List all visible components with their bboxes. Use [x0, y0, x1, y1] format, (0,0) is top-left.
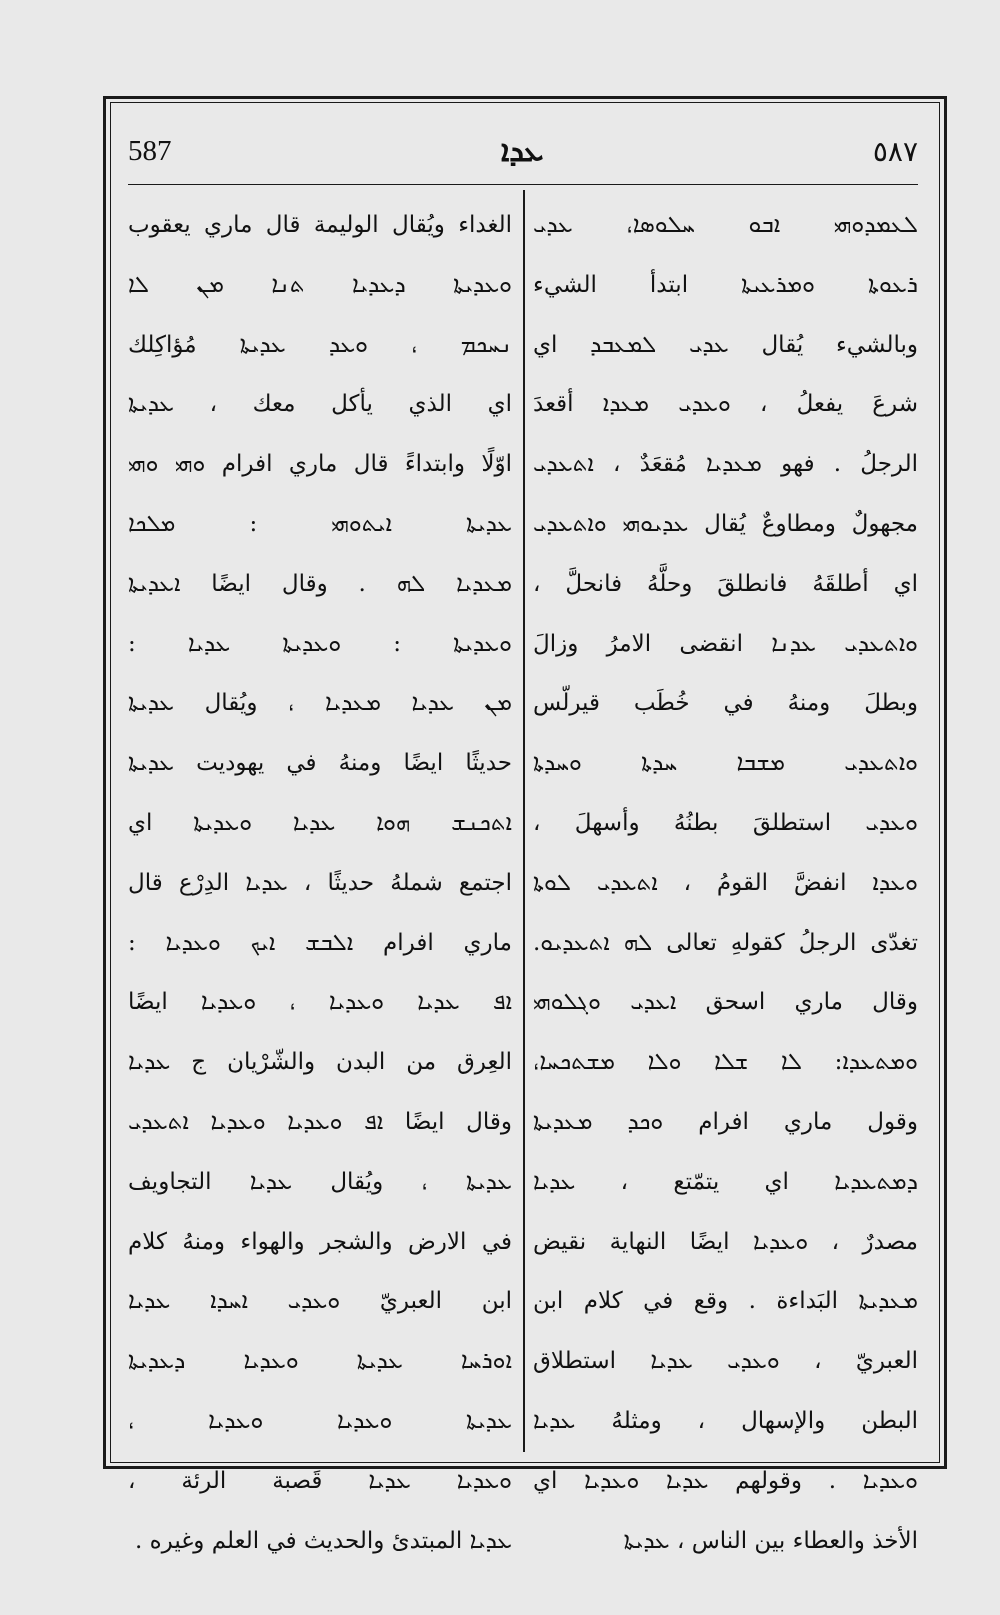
- column-divider: [523, 190, 525, 1452]
- text-line: وقال ايضًا ܐܦ ܘܥܕܝܐ ܘܥܕܝܐ ܐܬܥܕܝ: [128, 1108, 512, 1135]
- left-column: [128, 196, 512, 1571]
- page-number-latin: 587: [128, 134, 172, 167]
- text-line: الرجلُ . فهو ܡܥܕܝܐ مُقعَدٌ ، ܐܬܥܕܝ: [533, 451, 918, 478]
- text-line: في الارض والشجر والهواء ومنهُ كلام: [128, 1228, 512, 1255]
- header-rule: [128, 184, 918, 185]
- text-line: ابن العبريّ ܘܥܕܝ ܐܚܕܐ ܥܕܝܐ: [128, 1288, 512, 1315]
- text-line: ܡܢ ܥܕܝܐ ܡܥܕܝܐ ، ويُقال ܥܕܝܬܐ: [128, 690, 512, 717]
- text-line: مجهولٌ ومطاوعٌ يُقال ܥܕܝܘܗܝ ܘܐܬܥܕܝ: [533, 510, 918, 537]
- text-line: ܘܥܕܝܬܐ ܕܥܕܝܐ ܬܢܐ ܡܢ ܠܐ: [128, 271, 512, 298]
- text-line: وقول ماري افرام ܘܟܕ ܡܥܕܝܬܐ: [533, 1108, 918, 1135]
- text-line: وبطلَ ومنهُ في خُطَب قيرلّس: [533, 690, 918, 717]
- text-line: العبريّ ، ܘܥܕܝ ܥܕܝܐ استطلاق: [533, 1348, 918, 1375]
- text-line: مصدرٌ ، ܘܥܕܝܐ ايضًا النهاية نقيض: [533, 1228, 918, 1255]
- text-line: العِرق من البدن والشّرْيان ج ܥܕܝܐ: [128, 1049, 512, 1076]
- text-line: ܡܥܕܝܐ ܠܗ . وقال ايضًا ܐܥܕܝܬܐ: [128, 570, 512, 597]
- text-line: ܪܥܘܬܐ ܘܡܪܥܝܬܐ ابتدأ الشيء: [533, 271, 918, 298]
- text-line: الغداء ويُقال الوليمة قال ماري يعقوب: [128, 212, 512, 238]
- text-line: ܘܡܬܥܕܐ: ܠܐ ܫܠܐ ܘܠܐ ܡܫܬܟܚܐ،: [533, 1049, 918, 1076]
- text-line: ܘܥܕܐ انفضَّ القومُ ، ܐܬܥܕܝ ܠܘܬܐ: [533, 869, 918, 896]
- text-line: ܢܚܟܡ ، ܘܥܕ ܥܕܝܬܐ مُؤاكِلك: [128, 331, 512, 358]
- text-line: ܐܬܟܢܫ ܗܘܐ ܥܕܝܐ ܘܥܕܝܬܐ اي: [128, 809, 512, 836]
- text-line: ܘܥܕܝܐ ܥܕܝܐ قَصبة الرئة ،: [128, 1467, 512, 1494]
- text-line: ܐܦ ܥܕܝܐ ܘܥܕܝܐ ، ܘܥܕܝܐ ايضًا: [128, 989, 512, 1016]
- text-line: ܥܕܝܐ المبتدئ والحديث في العلم وغيره .: [134, 1527, 512, 1554]
- right-column: [533, 196, 918, 1571]
- text-line: ماري افرام ܐܠܒܫ ܐܝܟ ܘܥܕܝܐ :: [128, 929, 512, 956]
- text-line: شرعَ يفعلُ ، ܘܥܕܝ ܡܥܕܐ أقعدَ: [533, 391, 918, 418]
- text-line: ܘܥܕܝ استطلقَ بطنُهُ وأسهلَ ،: [533, 809, 918, 836]
- text-line: وقال ماري اسحق ܐܥܕܝ ܘܓܠܘܗܝ: [533, 989, 918, 1016]
- text-line: ܠܥܡܕܘܗܝ ܐܒܘ ܚܠܘܣܐ، ܥܕܝ: [533, 212, 918, 238]
- text-line: ܥܕܝܬܐ ، ويُقال ܥܕܝܐ التجاويف: [128, 1168, 512, 1195]
- headword: ܥܕܐ: [500, 133, 544, 169]
- page-number-arabic: ٥٨٧: [872, 134, 918, 168]
- text-line: حديثًا ايضًا ومنهُ في يهوديت ܥܕܝܬܐ: [128, 750, 512, 777]
- text-line: ܕܡܬܥܕܝܐ اي يتمّتع ، ܥܕܝܐ: [533, 1168, 918, 1195]
- text-line: اي الذي يأكل معك ، ܥܕܝܬܐ: [128, 391, 512, 418]
- text-line: اي أطلقَهُ فانطلقَ وحلَّهُ فانحلَّ ،: [533, 570, 918, 597]
- text-line: تغدّى الرجلُ كقولهِ تعالى ܠܗ ܐܬܥܕܝܘ.: [533, 929, 918, 956]
- text-line: اوّلًا وابتداءً قال ماري افرام ܘܗܝ ܘܗܝ: [128, 451, 512, 478]
- text-line: ܘܥܕܝܬܐ : ܘܥܕܝܬܐ ܥܕܝܐ :: [128, 630, 512, 657]
- text-line: ܥܕܝܬܐ ܐܝܬܘܗܝ : ܡܠܟܐ: [128, 510, 512, 537]
- text-line: البطن والإسهال ، ومثلهُ ܥܕܝܐ: [533, 1407, 918, 1434]
- text-line: ܐܘܪܚܐ ܥܕܝܬܐ ܘܥܕܝܐ ܕܥܕܝܬܐ: [128, 1348, 512, 1375]
- text-line: ܥܕܝܬܐ ܘܥܕܝܐ ܘܥܕܝܐ ،: [128, 1407, 512, 1434]
- text-line: ܘܐܬܥܕܝ ܡܫܒܐ ܚܕܬܐ ܘܚܕܬܐ: [533, 750, 918, 777]
- text-line: وبالشيء يُقال ܥܕܝ ܠܡܥܒܕ اي: [533, 331, 918, 358]
- text-line: الأخذ والعطاء بين الناس ، ܥܕܝܬܐ: [623, 1527, 918, 1554]
- text-line: ܘܥܕܝܐ . وقولهم ܥܕܝܐ ܘܥܕܝܐ اي: [533, 1467, 918, 1494]
- text-line: اجتمع شملهُ حديثًا ، ܥܕܝܐ الدِرْع قال: [128, 869, 512, 896]
- text-line: ܡܥܕܝܬܐ البَداءة . وقع في كلام ابن: [533, 1288, 918, 1315]
- text-line: ܘܐܬܥܕܝ ܥܕܢܐ انقضى الامرُ وزالَ: [533, 630, 918, 657]
- running-head: [128, 128, 918, 174]
